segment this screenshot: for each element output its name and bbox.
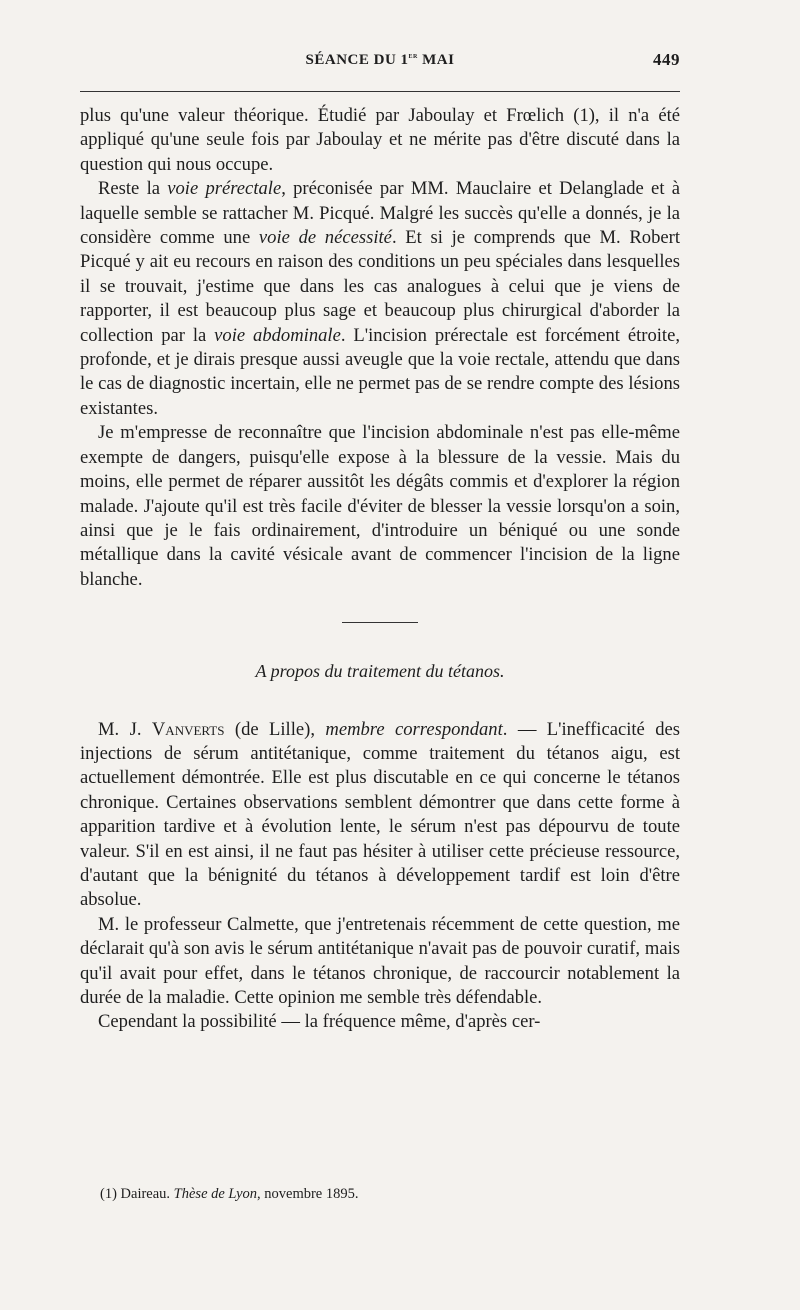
paragraph-4: M. J. Vanverts (de Lille), membre correspondant. — L'inefficacité des injections de sérum antitétanique, comme traitement du tétanos aigu, est actuellement démontrée. Elle est plus discutable en ce qui concerne le tétanos chronique. Certaines observations semblent démontrer que dans cette forme à apparition tardive et à évolution lente, le sérum n'est pas dépourvu de toute valeur. S'il en est ainsi, il ne faut pas hésiter à utiliser cette précieuse ressource, d'autant que la bénignité du tétanos à développement tardif est loin d'être absolue. xyxy=(80,718,680,911)
header-rule xyxy=(80,91,680,92)
section-title: A propos du traitement du tétanos. xyxy=(255,661,505,682)
body-text xyxy=(80,104,680,1035)
section-separator xyxy=(342,622,418,623)
paragraph-5: M. le professeur Calmette, que j'entretenais récemment de cette question, me déclarait qu'à son avis le sérum antitétanique n'avait pas de pouvoir curatif, mais qu'il avait pour effet, dans le tétanos chronique, de raccourcir notablement la durée de la maladie. Cette opinion me semble très défendable. xyxy=(80,913,680,1008)
page-header xyxy=(80,50,680,74)
footnote: (1) Daireau. Thèse de Lyon, novembre 1895. xyxy=(100,1186,359,1202)
paragraph-6: Cependant la possibilité — la fréquence même, d'après cer- xyxy=(98,1011,541,1033)
paragraph-3: Je m'empresse de reconnaître que l'incision abdominale n'est pas elle-même exempte de dangers, puisqu'elle expose à la blessure de la vessie. Mais du moins, elle permet de réparer aussitôt les dégâts commis et d'explorer la région malade. J'ajoute qu'il est très facile d'éviter de blesser la vessie lorsqu'on a soin, ainsi que je le fais ordinairement, d'introduire un béniqué ou une sonde métallique dans la cavité vésicale avant de commencer l'incision de la ligne blanche. xyxy=(80,422,680,590)
paragraph-2: Reste la voie prérectale, préconisée par MM. Mauclaire et Delanglade et à laquelle semble se rattacher M. Picqué. Malgré les succès qu'elle a donnés, je la considère comme une voie de nécessité. Et si je comprends que M. Robert Picqué y ait eu recours en raison des conditions un peu spéciales dans lesquelles il se trouvait, j'estime que dans les cas analogues à celui que je viens de rapporter, il est beaucoup plus sage et beaucoup plus chirurgical d'aborder la collection par la voie abdominale. L'incision prérectale est forcément étroite, profonde, et je dirais presque aussi aveugle que la voie rectale, attendu que dans le cas de diagnostic incertain, elle ne permet pas de se rendre compte des lésions existantes. xyxy=(80,178,681,419)
page-number: 449 xyxy=(653,50,680,69)
running-head: SÉANCE DU 1er MAI xyxy=(305,50,455,68)
paragraph-1: plus qu'une valeur théorique. Étudié par Jaboulay et Frœlich (1), il n'a été appliqué qu'une seule fois par Jaboulay et ne mérite pas d'être discuté dans la question qui nous occupe. xyxy=(80,105,680,175)
